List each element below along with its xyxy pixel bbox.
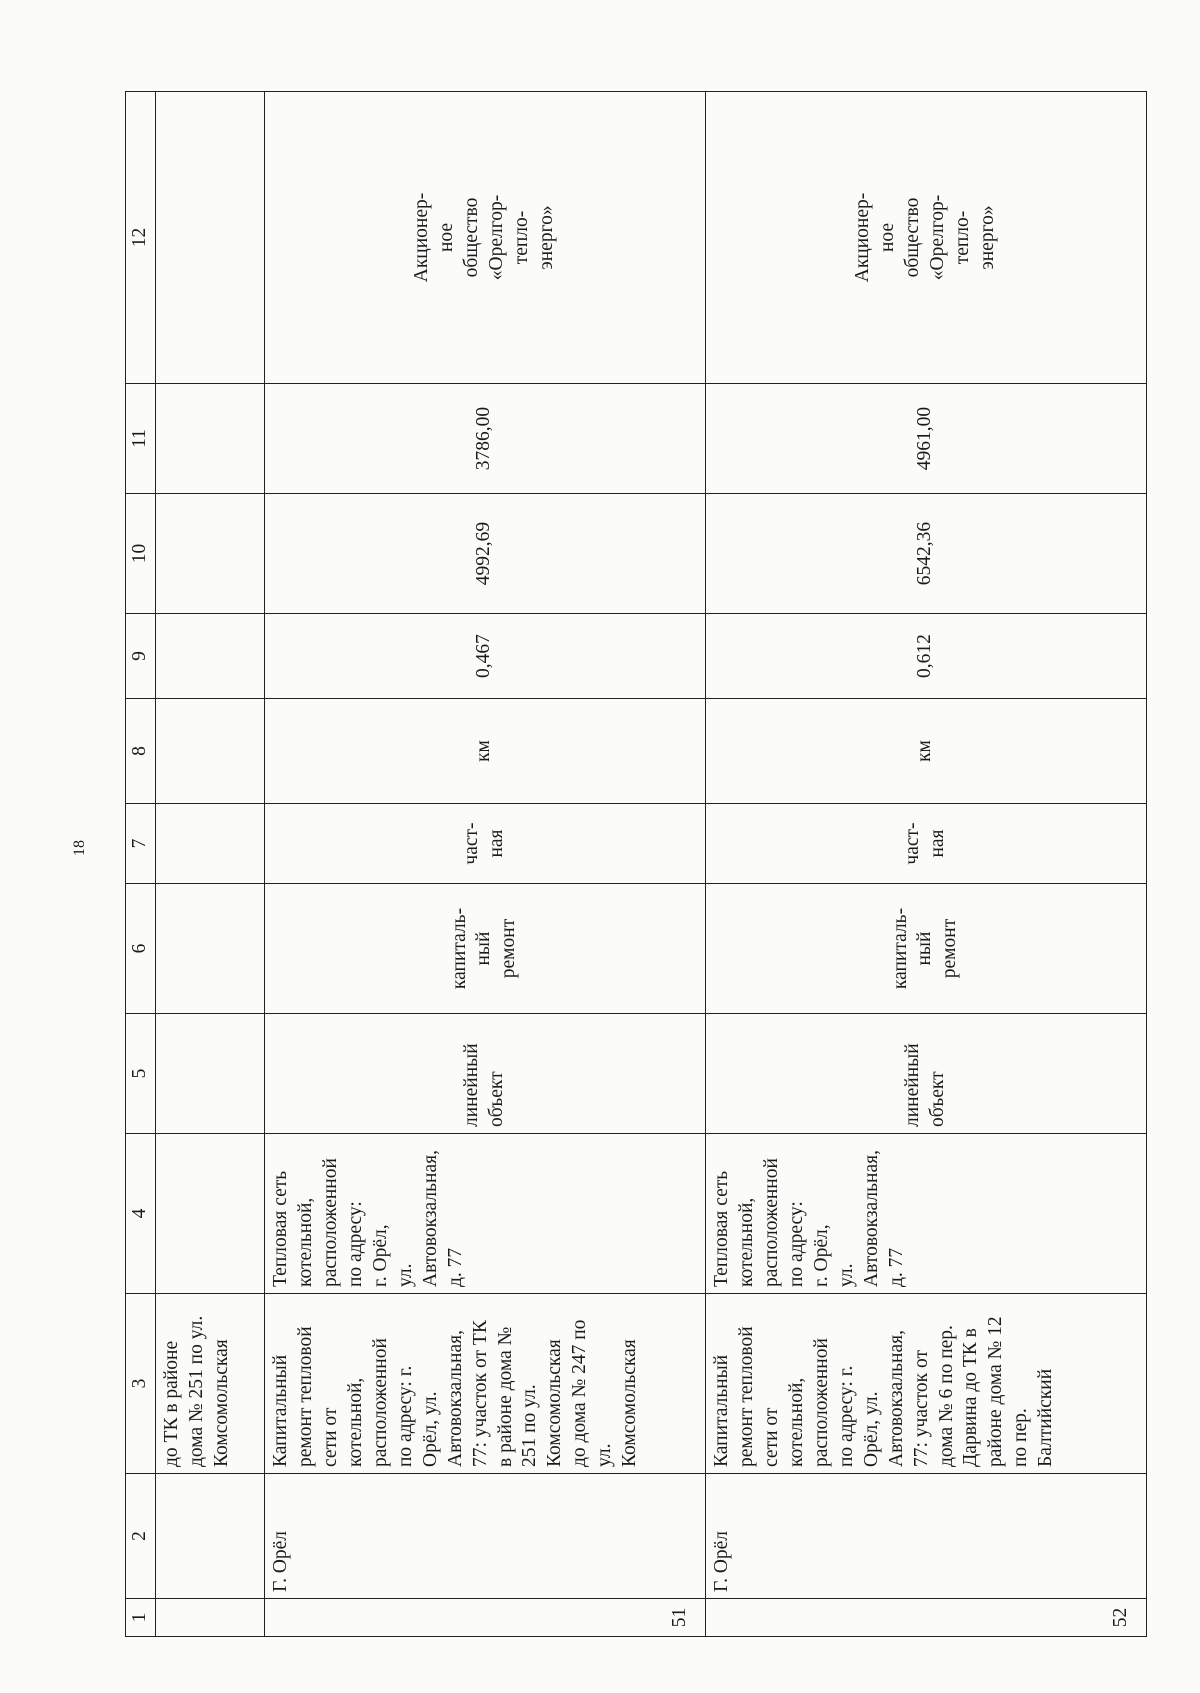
col-header: 9 [126, 614, 156, 699]
object-name: Тепловая сеть котельной, расположенной по адресу: г. Орёл, ул. Автовокзальная, д. 77 [264, 1134, 705, 1294]
object-type: линейный объект [264, 1014, 705, 1134]
row-number: 51 [264, 1599, 705, 1637]
object-name: Тепловая сеть котельной, расположенной по адресу: г. Орёл, ул. Автовокзальная, д. 77 [705, 1134, 1146, 1294]
work-type: капиталь- ный ремонт [705, 884, 1146, 1014]
col-header: 7 [126, 804, 156, 884]
unit: км [705, 699, 1146, 804]
col-header: 10 [126, 494, 156, 614]
cell-empty [155, 1134, 264, 1294]
col-header: 1 [126, 1599, 156, 1637]
column-number-row [126, 92, 156, 1637]
cell-empty [155, 884, 264, 1014]
continuation-description: до ТК в районе дома № 251 по ул. Комсомольская [155, 1294, 264, 1474]
ownership: част- ная [264, 804, 705, 884]
continuation-row [155, 92, 264, 1637]
cell-empty [155, 92, 264, 384]
organization: Акционер- ное общество «Орелгор- тепло- энерго» [264, 92, 705, 384]
col-header: 12 [126, 92, 156, 384]
col-header: 2 [126, 1474, 156, 1599]
quantity: 0,612 [705, 614, 1146, 699]
city-cell: Г. Орёл [264, 1474, 705, 1599]
work-type: капиталь- ный ремонт [264, 884, 705, 1014]
cost-total: 6542,36 [705, 494, 1146, 614]
ownership: част- ная [705, 804, 1146, 884]
organization: Акционер- ное общество «Орелгор- тепло- энерго» [705, 92, 1146, 384]
cell-empty [155, 494, 264, 614]
work-description: Капитальный ремонт тепловой сети от котельной, расположенной по адресу: г. Орёл, ул. Автовокзальная, 77: участок от дома № 6 по пер. Дарвина до ТК в районе дома № 12 по пер. Балтийский [705, 1294, 1146, 1474]
col-header: 6 [126, 884, 156, 1014]
rotated-table-wrapper [125, 92, 1187, 1637]
cell-empty [155, 384, 264, 494]
cell-empty [155, 1014, 264, 1134]
cell-empty [155, 804, 264, 884]
unit: км [264, 699, 705, 804]
cost-part: 4961,00 [705, 384, 1146, 494]
col-header: 5 [126, 1014, 156, 1134]
object-type: линейный объект [705, 1014, 1146, 1134]
city-cell: Г. Орёл [705, 1474, 1146, 1599]
row-number: 52 [705, 1599, 1146, 1637]
cost-total: 4992,69 [264, 494, 705, 614]
cell-empty [155, 1599, 264, 1637]
page-number: 18 [71, 840, 88, 856]
work-description: Капитальный ремонт тепловой сети от котельной, расположенной по адресу: г. Орёл, ул. Автовокзальная, 77: участок от ТК в районе дома № 251 по ул. Комсомольская до дома № 247 по ул. Комсомольская [264, 1294, 705, 1474]
col-header: 11 [126, 384, 156, 494]
cost-part: 3786,00 [264, 384, 705, 494]
col-header: 4 [126, 1134, 156, 1294]
col-header: 8 [126, 699, 156, 804]
quantity: 0,467 [264, 614, 705, 699]
cell-empty [155, 1474, 264, 1599]
table-row [264, 92, 705, 1637]
cell-empty [155, 699, 264, 804]
works-table [125, 91, 1147, 1637]
col-header: 3 [126, 1294, 156, 1474]
table-row [705, 92, 1146, 1637]
cell-empty [155, 614, 264, 699]
